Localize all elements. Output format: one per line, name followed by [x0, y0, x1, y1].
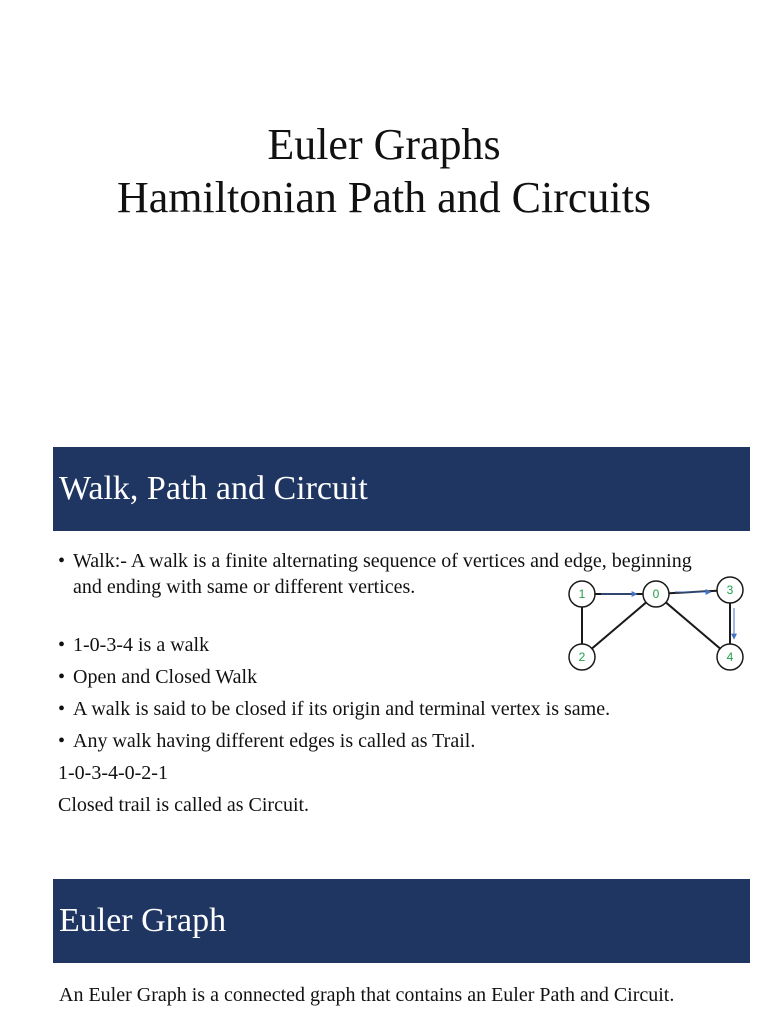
bullet-trail-definition: • Any walk having different edges is called as Trail. — [58, 728, 758, 754]
trail-example: 1-0-3-4-0-2-1 — [58, 762, 168, 784]
walk-definition-line-1: • Walk:- A walk is a finite alternating sequence of vertices and edge, beginning — [73, 550, 692, 572]
graph-node-label-0: 0 — [652, 587, 660, 601]
graph-edge-0-2 — [592, 602, 646, 648]
graph-node-label-3: 3 — [726, 583, 734, 597]
graph-node-label-2: 2 — [578, 650, 586, 664]
circuit-definition: Closed trail is called as Circuit. — [58, 794, 310, 816]
graph-edge-4-0 — [666, 602, 720, 648]
walk-definition-line-2: and ending with same or different vertices. — [73, 576, 416, 598]
walk-slide-header: Walk, Path and Circuit — [53, 447, 750, 531]
bullet-open-closed-walk: • Open and Closed Walk — [58, 664, 758, 690]
euler-slide-header: Euler Graph — [53, 879, 750, 963]
title-slide — [0, 118, 768, 224]
euler-graph-definition: An Euler Graph is a connected graph that contains an Euler Path and Circuit. — [59, 984, 675, 1006]
title-line-1: Euler Graphs — [267, 120, 501, 169]
walk-example-graph — [540, 572, 750, 678]
title-line-2: Hamiltonian Path and Circuits — [116, 173, 652, 222]
bullet-closed-walk-definition: • A walk is said to be closed if its origin and terminal vertex is same. — [58, 696, 758, 722]
graph-node-label-1: 1 — [578, 587, 586, 601]
graph-nodes — [569, 577, 743, 670]
bullet-walk-example: • 1-0-3-4 is a walk — [58, 632, 758, 658]
graph-node-label-4: 4 — [726, 650, 734, 664]
